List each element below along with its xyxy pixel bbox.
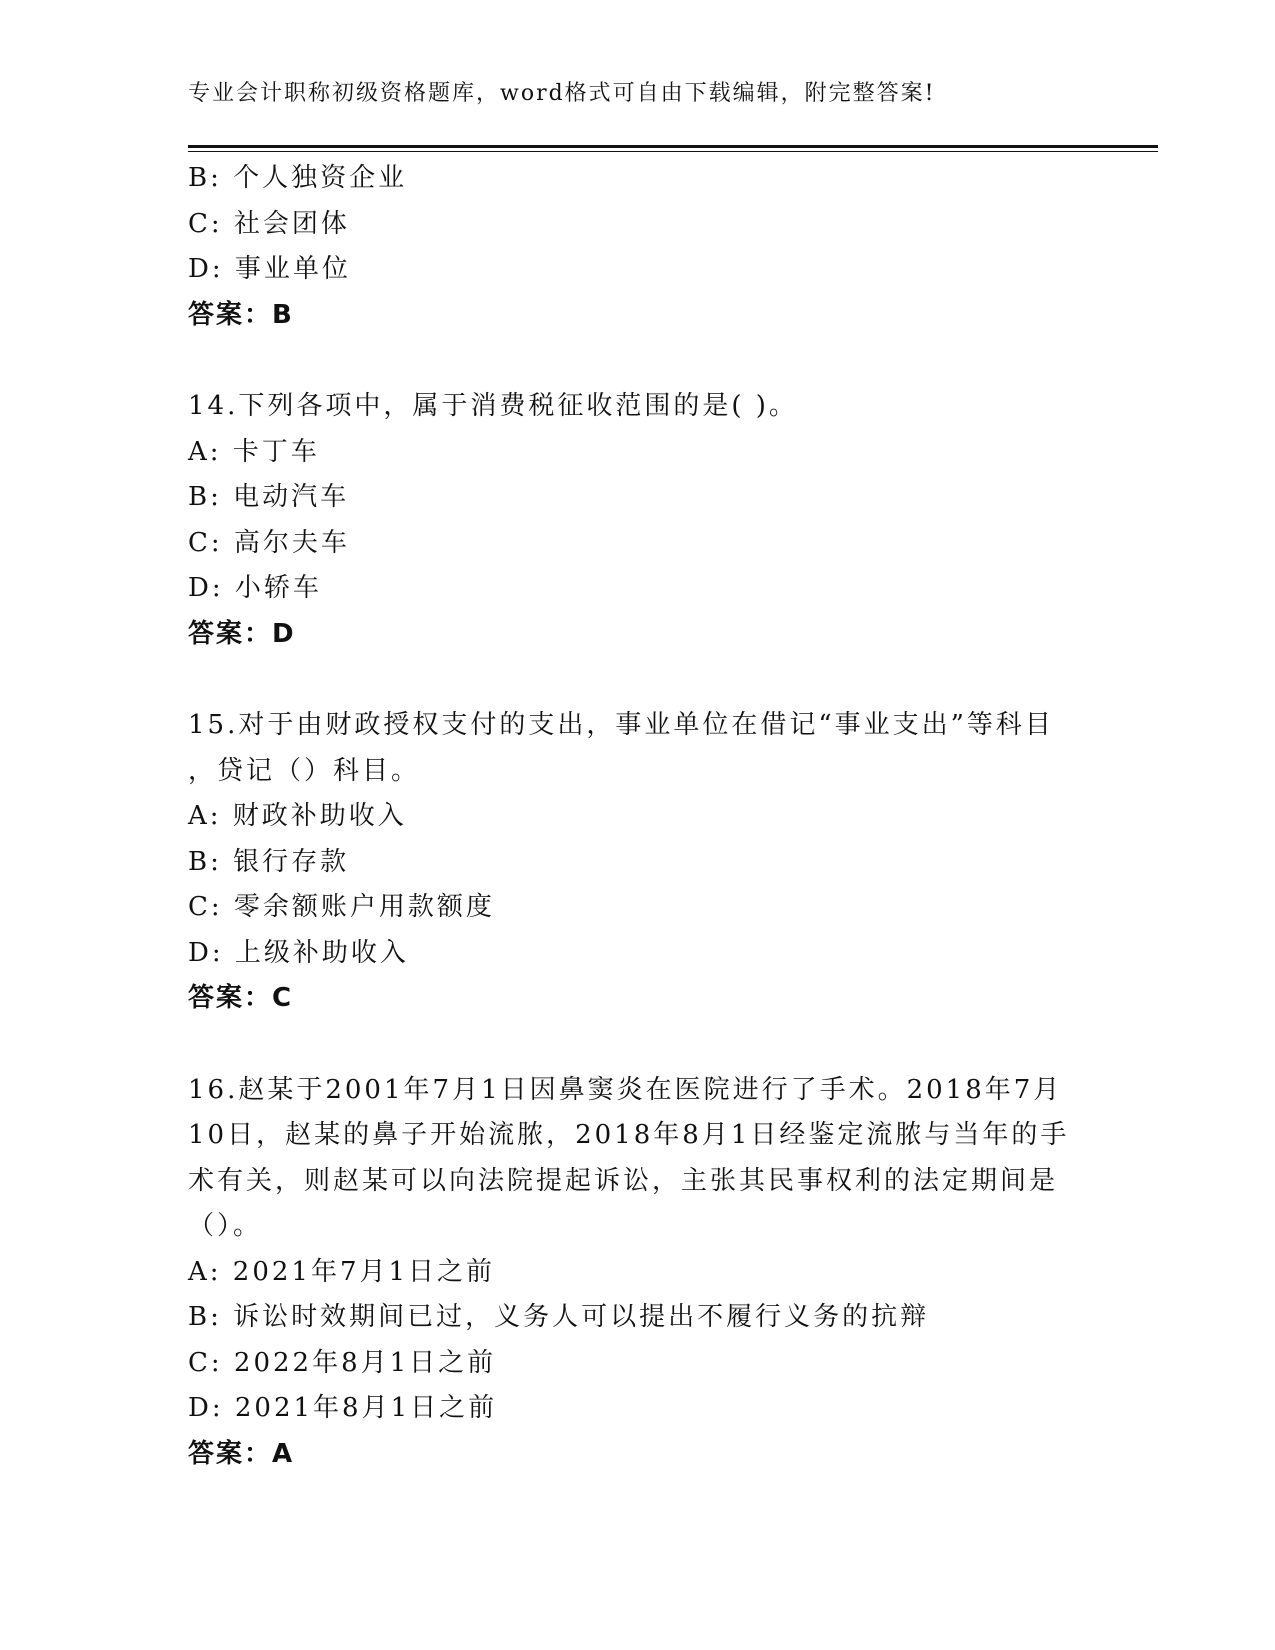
option-d: D: 小轿车: [188, 573, 322, 603]
answer-line: 答案：C: [188, 983, 294, 1013]
question-list: [188, 156, 1088, 1477]
header-rule-thick: [188, 145, 1158, 148]
option-c: C: 零余额账户用款额度: [188, 892, 495, 922]
question-15: [188, 703, 1088, 1022]
spacer: [188, 1022, 1088, 1068]
page-header: 专业会计职称初级资格题库，word格式可自由下载编辑，附完整答案!: [188, 81, 936, 106]
answer-line: 答案：A: [188, 1438, 295, 1469]
option-b: B: 电动汽车: [188, 482, 350, 512]
question-stem: 10日，赵某的鼻子开始流脓，2018年8月1日经鉴定流脓与当年的手: [188, 1120, 1070, 1150]
question-stem: 15.对于由财政授权支付的支出，事业单位在借记“事业支出”等科目: [188, 710, 1054, 740]
option-c: C: 社会团体: [188, 208, 350, 239]
option-c: C: 高尔夫车: [188, 527, 350, 558]
question-stem: （）。: [188, 1211, 263, 1241]
question-16: [188, 1068, 1088, 1478]
spacer: [188, 338, 1088, 384]
question-14: [188, 384, 1088, 657]
option-a: A: 财政补助收入: [188, 801, 407, 831]
answer-line: 答案：B: [188, 299, 294, 330]
option-c: C: 2022年8月1日之前: [188, 1347, 497, 1378]
question-13-continued: [188, 156, 1088, 338]
question-stem: 16.赵某于2001年7月1日因鼻窦炎在医院进行了手术。2018年7月: [188, 1074, 1063, 1105]
option-b: B: 个人独资企业: [188, 163, 408, 193]
header-rule-thin: [188, 151, 1158, 152]
option-a: A: 2021年7月1日之前: [188, 1256, 496, 1287]
option-d: D: 事业单位: [188, 254, 351, 284]
question-stem: 14.下列各项中，属于消费税征收范围的是( )。: [188, 391, 798, 421]
option-a: A: 卡丁车: [188, 436, 320, 467]
question-stem: ，贷记（）科目。: [188, 755, 421, 786]
option-b: B: 银行存款: [188, 846, 350, 877]
option-b: B: 诉讼时效期间已过，义务人可以提出不履行义务的抗辩: [188, 1302, 930, 1332]
question-stem: 术有关，则赵某可以向法院提起诉讼，主张其民事权利的法定期间是: [188, 1165, 1059, 1196]
option-d: D: 2021年8月1日之前: [188, 1393, 498, 1423]
answer-line: 答案：D: [188, 618, 296, 649]
option-d: D: 上级补助收入: [188, 937, 409, 968]
spacer: [188, 657, 1088, 703]
